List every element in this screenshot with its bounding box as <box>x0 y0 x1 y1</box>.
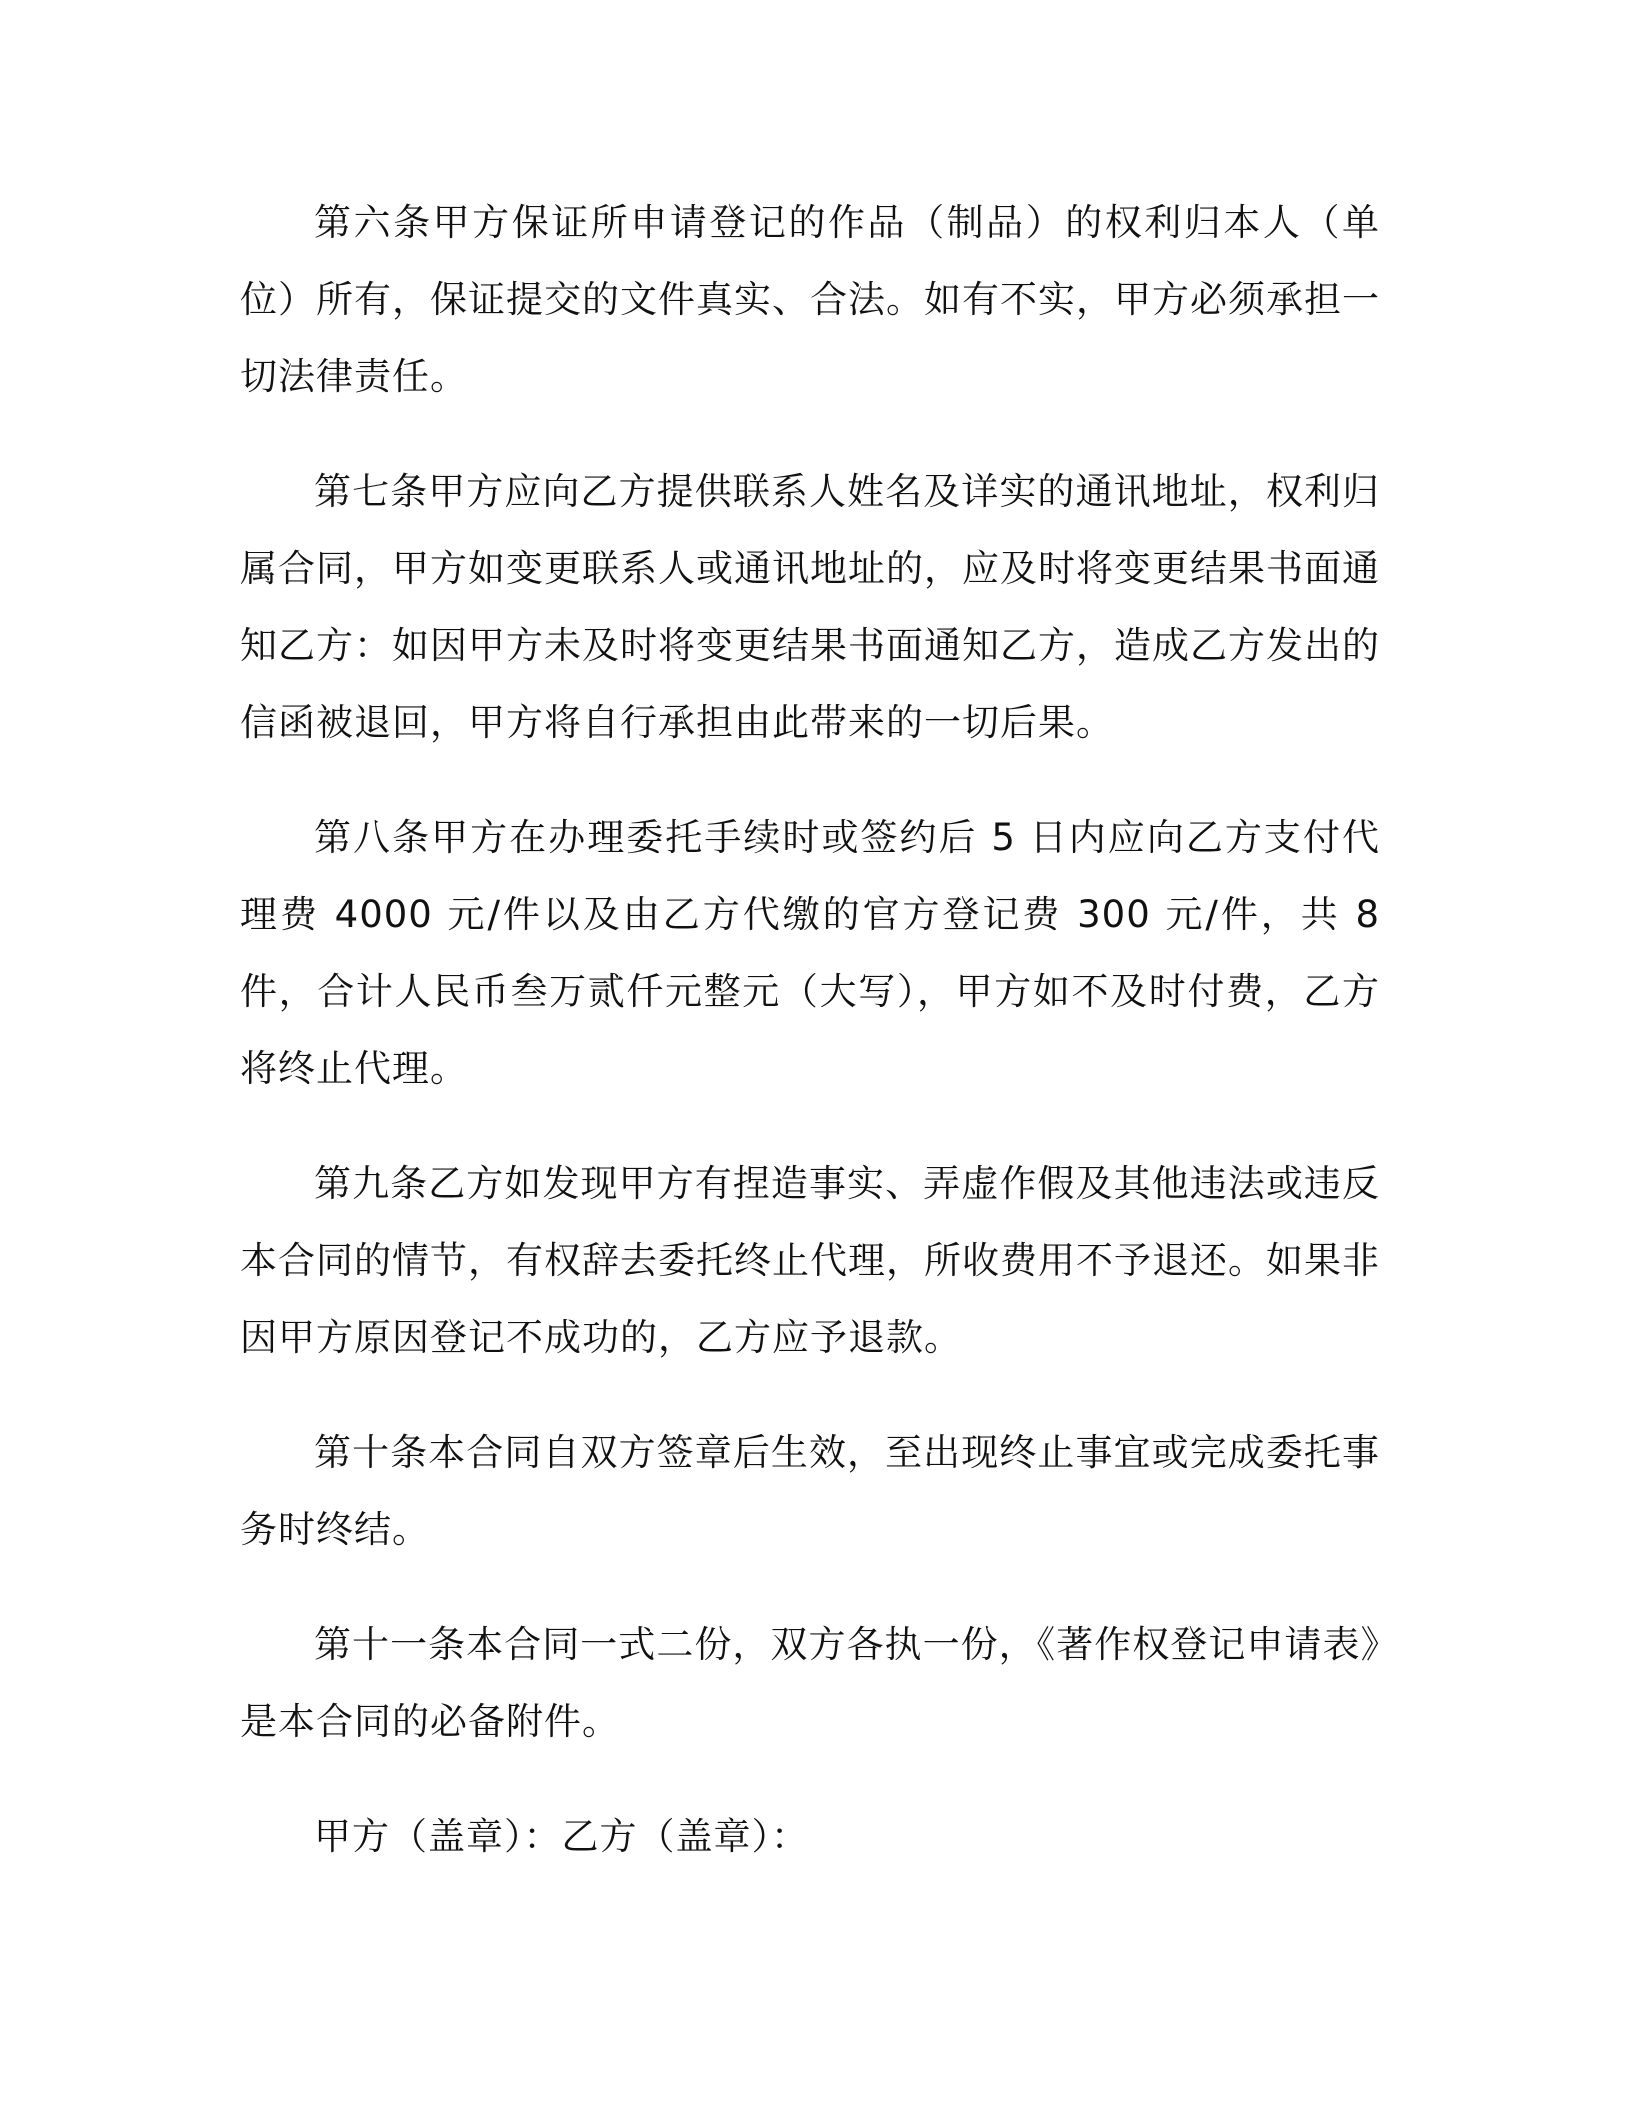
article-9-paragraph: 第九条乙方如发现甲方有捏造事实、弄虚作假及其他违法或违反本合同的情节，有权辞去委托终止代理，所收费用不予退还。如果非因甲方原因登记不成功的，乙方应予退款。 <box>240 1162 1380 1359</box>
article-7-paragraph: 第七条甲方应向乙方提供联系人姓名及详实的通讯地址，权利归属合同，甲方如变更联系人或通讯地址的，应及时将变更结果书面通知乙方：如因甲方未及时将变更结果书面通知乙方，造成乙方发出的信函被退回，甲方将自行承担由此带来的一切后果。 <box>240 470 1380 744</box>
document-body <box>240 184 1380 1913</box>
article-11-paragraph: 第十一条本合同一式二份，双方各执一份，《著作权登记申请表》是本合同的必备附件。 <box>240 1623 1380 1743</box>
article-6-paragraph: 第六条甲方保证所申请登记的作品（制品）的权利归本人（单位）所有，保证提交的文件真实、合法。如有不实，甲方必须承担一切法律责任。 <box>240 201 1380 398</box>
article-10-paragraph: 第十条本合同自双方签章后生效，至出现终止事宜或完成委托事务时终结。 <box>240 1431 1380 1551</box>
signature-line: 甲方（盖章）：乙方（盖章）： <box>314 1815 809 1858</box>
article-8-paragraph: 第八条甲方在办理委托手续时或签约后 5 日内应向乙方支付代理费 4000 元/件以及由乙方代缴的官方登记费 300 元/件，共 8 件，合计人民币叁万贰仟元整元（大写），甲方如不及时付费，乙方将终止代理。 <box>240 816 1380 1090</box>
